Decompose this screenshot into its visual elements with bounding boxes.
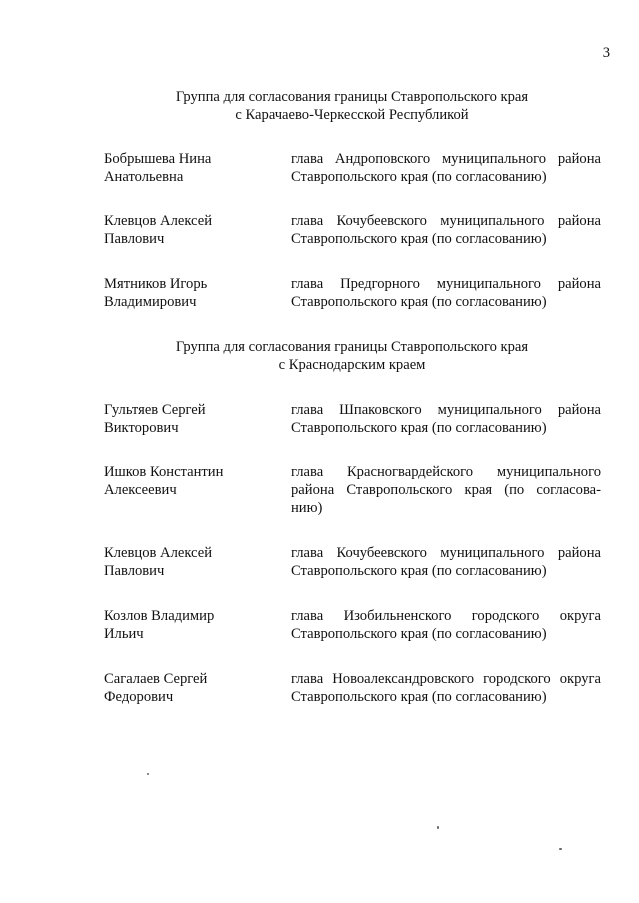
member-name [104,401,284,437]
member-role-line: глава Красногвардейского муниципального [291,464,601,480]
group-title-line: с Краснодарским краем [278,357,426,373]
member-role-line: Ставропольского края (по согласованию) [291,420,547,436]
member-role-line: района Ставропольского края (по согласова- [291,482,601,498]
member-name-line: Викторович [104,420,179,436]
member-role-line: глава Кочубеевского муниципального района [291,545,601,561]
member-name-line: Мятников Игорь [104,276,208,292]
member-role-line: глава Новоалександровского городского округа [291,671,601,687]
group-title-line: с Карачаево-Черкесской Республикой [235,107,469,123]
member-name [104,212,284,248]
member-entry [0,544,639,604]
member-role-line: глава Предгорного муниципального района [291,276,601,292]
member-name-line: Павлович [104,563,165,579]
member-name-line: Бобрышева Нина [104,151,212,167]
group-title [102,338,602,374]
member-role [291,150,601,186]
member-role-line: Ставропольского края (по согласованию) [291,231,547,247]
member-name [104,275,284,311]
member-entry [0,463,639,523]
member-role-line: Ставропольского края (по согласованию) [291,689,547,705]
member-entry [0,212,639,272]
member-name-line: Ильич [104,626,144,642]
member-role [291,670,601,706]
member-entry [0,670,639,730]
member-name-line: Федорович [104,689,174,705]
member-entry [0,401,639,461]
member-role-line: Ставропольского края (по согласованию) [291,563,547,579]
member-role [291,607,601,643]
member-name-line: Гультяев Сергей [104,402,206,418]
member-role-line: Ставропольского края (по согласованию) [291,626,547,642]
member-role [291,212,601,248]
member-role [291,401,601,437]
member-name-line: Сагалаев Сергей [104,671,208,687]
member-name [104,463,284,499]
member-name [104,150,284,186]
scan-speck [437,826,439,829]
member-role-line: глава Кочубеевского муниципального района [291,213,601,229]
member-name-line: Ишков Константин [104,464,224,480]
member-role-line: Ставропольского края (по согласованию) [291,169,547,185]
member-entry [0,275,639,335]
group-title [102,88,602,124]
member-role [291,544,601,580]
member-name [104,544,284,580]
member-name [104,670,284,706]
member-name-line: Козлов Владимир [104,608,215,624]
member-entry [0,607,639,667]
member-role-line: нию) [291,500,323,516]
scan-speck [559,848,562,850]
member-role-line: глава Изобильненского городского округа [291,608,601,624]
member-name [104,607,284,643]
scan-speck [147,773,149,775]
member-name-line: Анатольевна [104,169,184,185]
page-number: 3 [602,45,610,61]
member-name-line: Клевцов Алексей [104,213,212,229]
member-role-line: Ставропольского края (по согласованию) [291,294,547,310]
member-name-line: Павлович [104,231,165,247]
member-role-line: глава Андроповского муниципального района [291,151,601,167]
group-title-line: Группа для согласования границы Ставропольского края [175,339,529,355]
member-role-line: глава Шпаковского муниципального района [291,402,601,418]
group-title-line: Группа для согласования границы Ставропольского края [175,89,529,105]
member-entry [0,150,639,210]
member-name-line: Клевцов Алексей [104,545,212,561]
member-name-line: Алексеевич [104,482,177,498]
member-name-line: Владимирович [104,294,197,310]
member-role [291,463,601,517]
member-role [291,275,601,311]
